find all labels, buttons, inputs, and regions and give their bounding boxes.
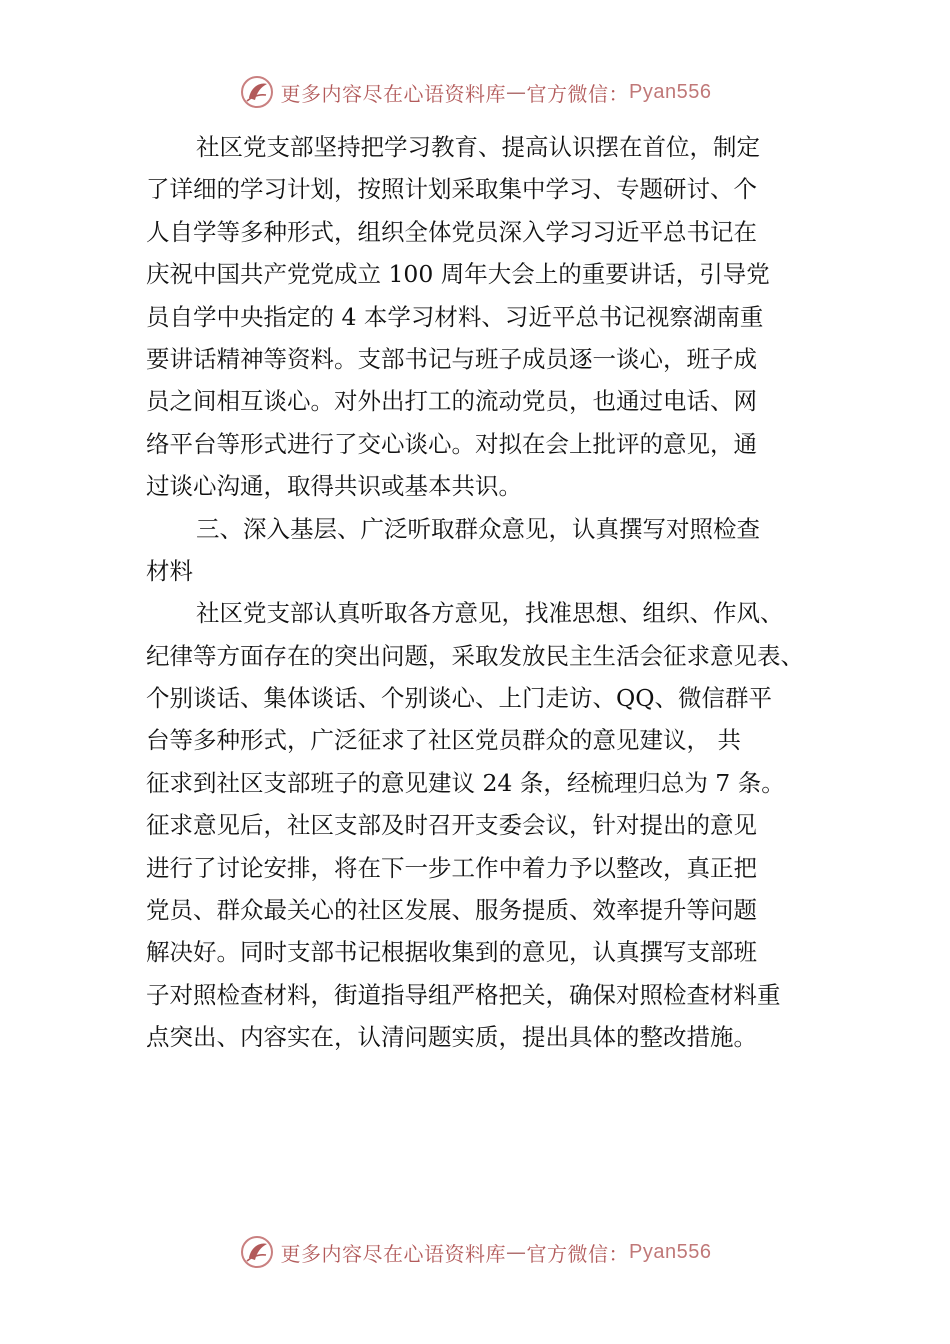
paragraph-line: 人自学等多种形式，组织全体党员深入学习习近平总书记在 — [146, 217, 757, 246]
paragraph-line: 要讲话精神等资料。支部书记与班子成员逐一谈心，班子成 — [146, 344, 757, 373]
paragraph-line: 进行了讨论安排，将在下一步工作中着力予以整改，真正把 — [146, 853, 757, 882]
leaf-swirl-icon — [239, 1234, 275, 1270]
paragraph-line: 过谈心沟通，取得共识或基本共识。 — [146, 472, 522, 501]
paragraph-line: 庆祝中国共产党党成立 100 周年大会上的重要讲话，引导党 — [146, 260, 770, 289]
watermark-separator: — — [506, 1240, 527, 1264]
paragraph-line: 社区党支部坚持把学习教育、提高认识摆在首位，制定 — [196, 133, 760, 161]
paragraph-line: 社区党支部认真听取各方意见，找准思想、组织、作风、 — [196, 599, 784, 628]
paragraph-line: 纪律等方面存在的突出问题，采取发放民主生活会征求意见表、 — [146, 641, 804, 670]
paragraph-line: 员自学中央指定的 4 本学习材料、习近平总书记视察湖南重 — [146, 302, 764, 331]
watermark-separator: — — [506, 80, 527, 104]
watermark-sub-text: 官方微信： — [526, 1241, 630, 1266]
document-body — [146, 126, 826, 1059]
paragraph-line: 解决好。同时支部书记根据收集到的意见，认真撰写支部班 — [146, 938, 757, 967]
watermark-wechat-id: Pyan556 — [629, 80, 712, 103]
section-heading-line: 三、深入基层、广泛听取群众意见，认真撰写对照检查 — [196, 514, 760, 543]
paragraph-line: 员之间相互谈心。对外出打工的流动党员，也通过电话、网 — [146, 387, 757, 416]
paragraph-line: 台等多种形式，广泛征求了社区党员群众的意见建议， 共 — [146, 726, 741, 755]
paragraph-line: 个别谈话、集体谈话、个别谈心、上门走访、QQ、微信群平 — [146, 684, 773, 713]
footer-watermark — [0, 1230, 950, 1274]
watermark-wechat-id: Pyan556 — [629, 1240, 712, 1263]
paragraph-line: 了详细的学习计划，按照计划采取集中学习、专题研讨、个 — [146, 175, 757, 204]
paragraph-line: 党员、群众最关心的社区发展、服务提质、效率提升等问题 — [146, 896, 757, 925]
header-watermark — [0, 70, 950, 114]
watermark-main-text: 更多内容尽在心语资料库 — [280, 81, 507, 106]
paragraph-line: 子对照检查材料，街道指导组严格把关，确保对照检查材料重 — [146, 980, 781, 1009]
watermark-main-text: 更多内容尽在心语资料库 — [280, 1241, 507, 1266]
paragraph-line: 络平台等形式进行了交心谈心。对拟在会上批评的意见，通 — [146, 429, 757, 458]
paragraph-line: 点突出、内容实在，认清问题实质，提出具体的整改措施。 — [146, 1023, 757, 1052]
leaf-swirl-icon — [239, 74, 275, 110]
watermark-sub-text: 官方微信： — [526, 81, 630, 106]
paragraph-line: 征求意见后，社区支部及时召开支委会议，针对提出的意见 — [146, 811, 757, 840]
paragraph-line: 征求到社区支部班子的意见建议 24 条，经梳理归总为 7 条。 — [146, 768, 785, 797]
section-heading-line: 材料 — [146, 556, 193, 585]
